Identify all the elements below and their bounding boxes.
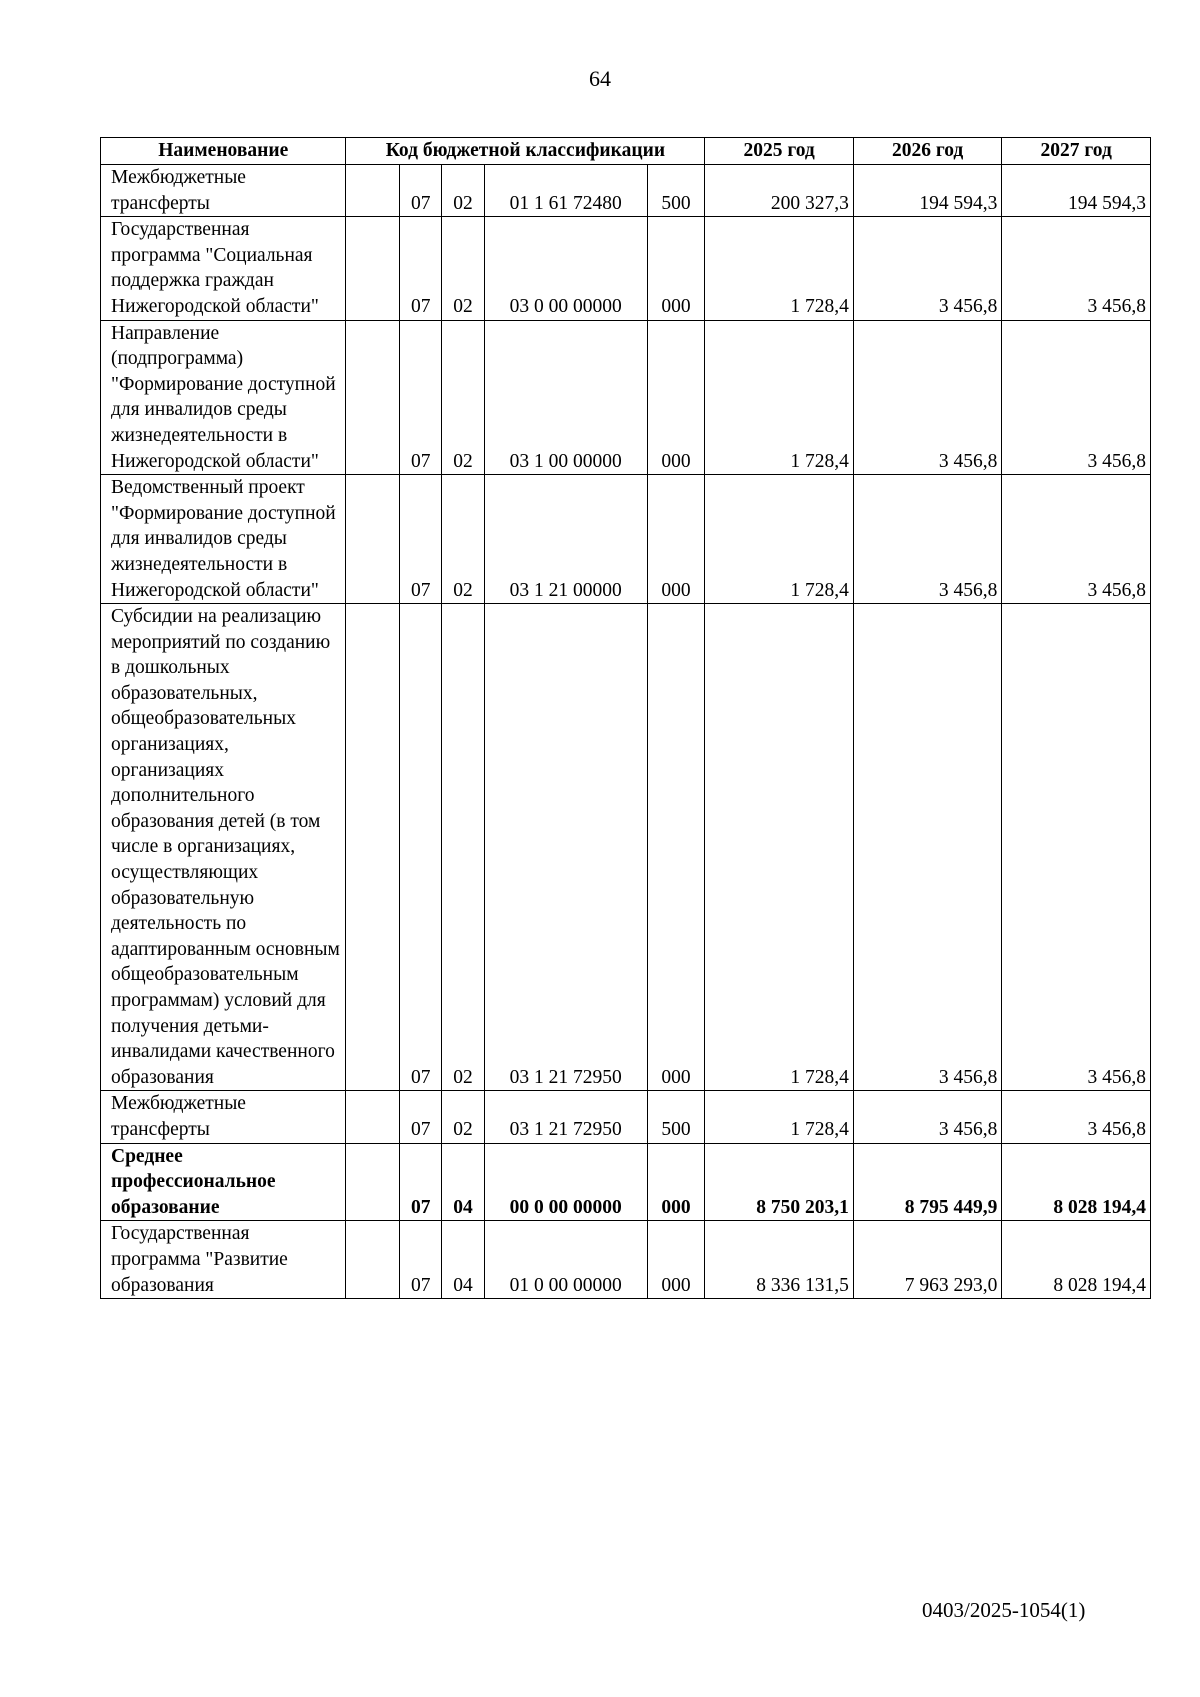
value-2026: 3 456,8 bbox=[853, 217, 1002, 320]
value-2027: 3 456,8 bbox=[1002, 217, 1151, 320]
section-code: 07 bbox=[400, 320, 442, 475]
value-2027: 194 594,3 bbox=[1002, 165, 1151, 217]
section-code: 07 bbox=[400, 1221, 442, 1299]
target-article-code: 01 0 00 00000 bbox=[484, 1221, 647, 1299]
code-part-1 bbox=[346, 1143, 400, 1221]
value-2025: 1 728,4 bbox=[705, 320, 854, 475]
table-row bbox=[101, 320, 1151, 475]
value-2026: 3 456,8 bbox=[853, 604, 1002, 1091]
expense-type-code: 000 bbox=[647, 1221, 705, 1299]
value-2025: 1 728,4 bbox=[705, 1091, 854, 1143]
subsection-code: 04 bbox=[442, 1221, 484, 1299]
document-id: 0403/2025-1054(1) bbox=[922, 1598, 1086, 1622]
target-article-code: 03 1 21 72950 bbox=[484, 1091, 647, 1143]
row-name: Государственная программа "Развитие образования bbox=[101, 1221, 346, 1299]
table-row bbox=[101, 1091, 1151, 1143]
value-2027: 8 028 194,4 bbox=[1002, 1143, 1151, 1221]
table-row bbox=[101, 217, 1151, 320]
section-code: 07 bbox=[400, 604, 442, 1091]
row-name: Межбюджетные трансферты bbox=[101, 165, 346, 217]
expense-type-code: 000 bbox=[647, 604, 705, 1091]
subsection-code: 02 bbox=[442, 320, 484, 475]
subsection-code: 02 bbox=[442, 1091, 484, 1143]
expense-type-code: 000 bbox=[647, 217, 705, 320]
target-article-code: 03 0 00 00000 bbox=[484, 217, 647, 320]
row-name: Государственная программа "Социальная поддержка граждан Нижегородской области" bbox=[101, 217, 346, 320]
expense-type-code: 500 bbox=[647, 165, 705, 217]
target-article-code: 03 1 21 00000 bbox=[484, 475, 647, 604]
code-part-1 bbox=[346, 165, 400, 217]
table-row bbox=[101, 604, 1151, 1091]
section-code: 07 bbox=[400, 475, 442, 604]
value-2025: 1 728,4 bbox=[705, 217, 854, 320]
code-part-1 bbox=[346, 217, 400, 320]
subsection-code: 02 bbox=[442, 165, 484, 217]
target-article-code: 03 1 21 72950 bbox=[484, 604, 647, 1091]
table-row bbox=[101, 1221, 1151, 1299]
value-2026: 3 456,8 bbox=[853, 320, 1002, 475]
value-2026: 194 594,3 bbox=[853, 165, 1002, 217]
row-name: Субсидии на реализацию мероприятий по созданию в дошкольных образовательных, общеобразовательных организациях, организациях дополнительного образования детей (в том числе в организациях, осуществляющих образовательную деятельность по адаптированным основным общеобразовательным программам) условий для получения детьми-инвалидами качественного образования bbox=[101, 604, 346, 1091]
code-part-1 bbox=[346, 320, 400, 475]
section-code: 07 bbox=[400, 1143, 442, 1221]
expense-type-code: 000 bbox=[647, 320, 705, 475]
table-header-row bbox=[101, 138, 1151, 165]
row-name: Направление (подпрограмма) "Формирование доступной для инвалидов среды жизнедеятельности в Нижегородской области" bbox=[101, 320, 346, 475]
header-2026: 2026 год bbox=[853, 138, 1002, 165]
value-2025: 1 728,4 bbox=[705, 604, 854, 1091]
target-article-code: 01 1 61 72480 bbox=[484, 165, 647, 217]
section-code: 07 bbox=[400, 165, 442, 217]
value-2026: 3 456,8 bbox=[853, 1091, 1002, 1143]
subsection-code: 02 bbox=[442, 604, 484, 1091]
value-2027: 3 456,8 bbox=[1002, 1091, 1151, 1143]
subsection-code: 02 bbox=[442, 475, 484, 604]
header-name: Наименование bbox=[101, 138, 346, 165]
value-2027: 8 028 194,4 bbox=[1002, 1221, 1151, 1299]
code-part-1 bbox=[346, 1221, 400, 1299]
section-code: 07 bbox=[400, 217, 442, 320]
expense-type-code: 500 bbox=[647, 1091, 705, 1143]
subsection-code: 02 bbox=[442, 217, 484, 320]
value-2025: 200 327,3 bbox=[705, 165, 854, 217]
value-2027: 3 456,8 bbox=[1002, 604, 1151, 1091]
value-2026: 8 795 449,9 bbox=[853, 1143, 1002, 1221]
value-2025: 1 728,4 bbox=[705, 475, 854, 604]
row-name: Ведомственный проект "Формирование доступной для инвалидов среды жизнедеятельности в Нижегородской области" bbox=[101, 475, 346, 604]
code-part-1 bbox=[346, 1091, 400, 1143]
table-row bbox=[101, 165, 1151, 217]
budget-table bbox=[100, 137, 1151, 1299]
header-code: Код бюджетной классификации bbox=[346, 138, 705, 165]
table-body bbox=[101, 165, 1151, 1299]
target-article-code: 00 0 00 00000 bbox=[484, 1143, 647, 1221]
value-2027: 3 456,8 bbox=[1002, 320, 1151, 475]
value-2025: 8 336 131,5 bbox=[705, 1221, 854, 1299]
row-name: Среднее профессиональное образование bbox=[101, 1143, 346, 1221]
target-article-code: 03 1 00 00000 bbox=[484, 320, 647, 475]
value-2026: 3 456,8 bbox=[853, 475, 1002, 604]
table-row bbox=[101, 475, 1151, 604]
value-2026: 7 963 293,0 bbox=[853, 1221, 1002, 1299]
code-part-1 bbox=[346, 604, 400, 1091]
section-code: 07 bbox=[400, 1091, 442, 1143]
subsection-code: 04 bbox=[442, 1143, 484, 1221]
value-2027: 3 456,8 bbox=[1002, 475, 1151, 604]
expense-type-code: 000 bbox=[647, 475, 705, 604]
table-row bbox=[101, 1143, 1151, 1221]
row-name: Межбюджетные трансферты bbox=[101, 1091, 346, 1143]
header-2025: 2025 год bbox=[705, 138, 854, 165]
code-part-1 bbox=[346, 475, 400, 604]
value-2025: 8 750 203,1 bbox=[705, 1143, 854, 1221]
expense-type-code: 000 bbox=[647, 1143, 705, 1221]
header-2027: 2027 год bbox=[1002, 138, 1151, 165]
page-number: 64 bbox=[589, 66, 611, 91]
